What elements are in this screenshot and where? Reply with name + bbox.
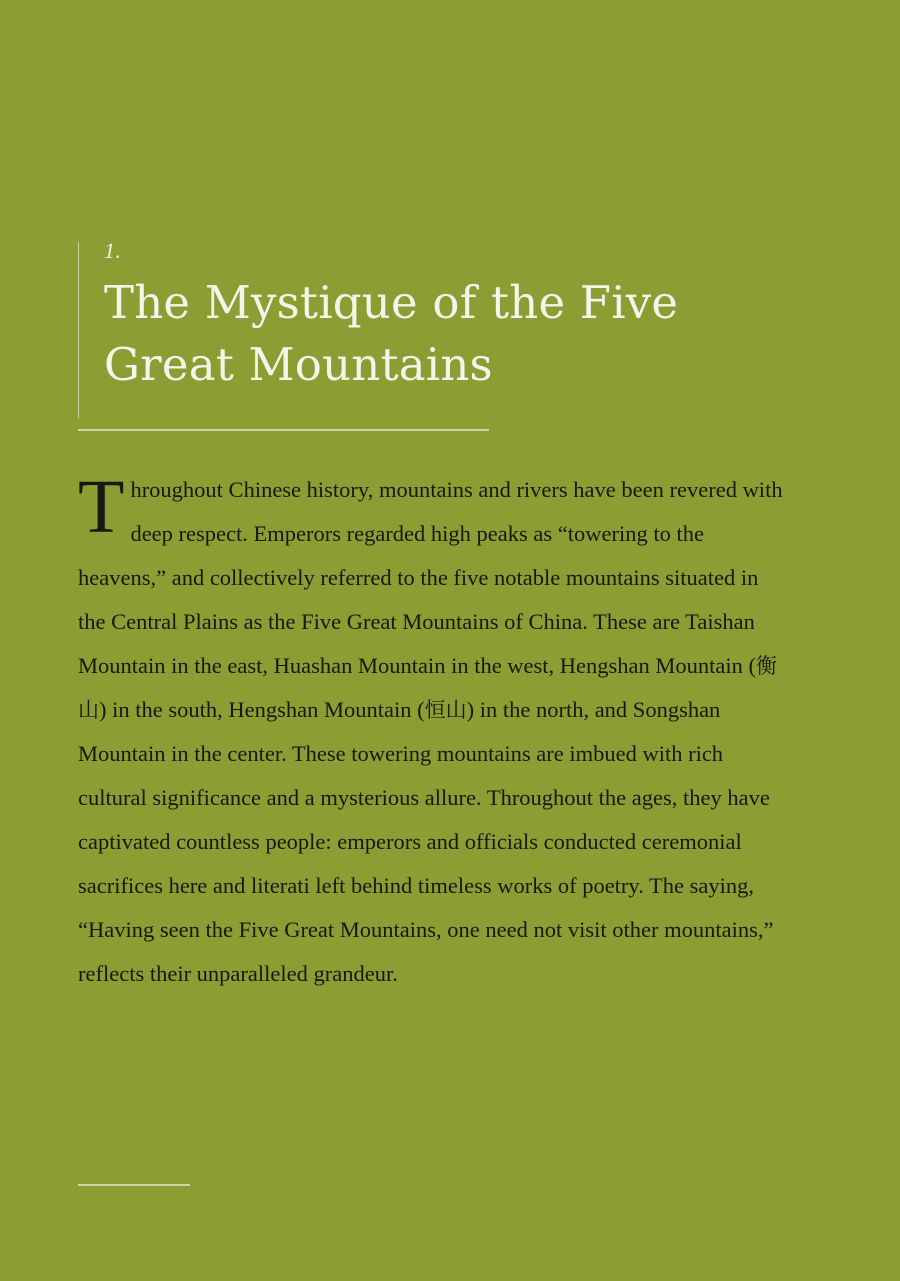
dropcap: T (78, 465, 125, 549)
paragraph-tail: ) in the north, and Songshan Mountain in the center. These towering mountains are imbued with rich cultural significance and a mysterious allure. Throughout the ages, they have captivated countless people: emperors and officials conducted ceremonial sacrifices here and literati left behind timeless works of poetry. The saying, “Having seen the Five Great Mountains, one need not visit other mountains,” reflects their unparalleled grandeur. (78, 697, 774, 986)
hengshan-north-cjk: 恒山 (424, 698, 467, 722)
paragraph-mid: ) in the south, Hengshan Mountain ( (99, 697, 425, 722)
divider-bottom (78, 1184, 190, 1186)
chapter-header-text (78, 238, 738, 396)
body-paragraph (78, 465, 784, 996)
page-title: The Mystique of the Five Great Mountains (104, 276, 679, 391)
divider-top (78, 429, 489, 431)
header-vertical-rule (78, 242, 79, 418)
chapter-header (78, 238, 738, 396)
chapter-number: 1. (104, 238, 122, 263)
hengshan-south-cjk: 衡山 (78, 654, 778, 722)
paragraph-lead: hroughout Chinese history, mountains and rivers have been revered with deep respect. Emperors regarded high peaks as “towering to the heavens,” and collectively referred to the five notable mountains situated in the Central Plains as the Five Great Mountains of China. These are Taishan Mountain in the east, Huashan Mountain in the west, Hengshan Mountain ( (78, 477, 783, 678)
body-copy (78, 465, 784, 996)
